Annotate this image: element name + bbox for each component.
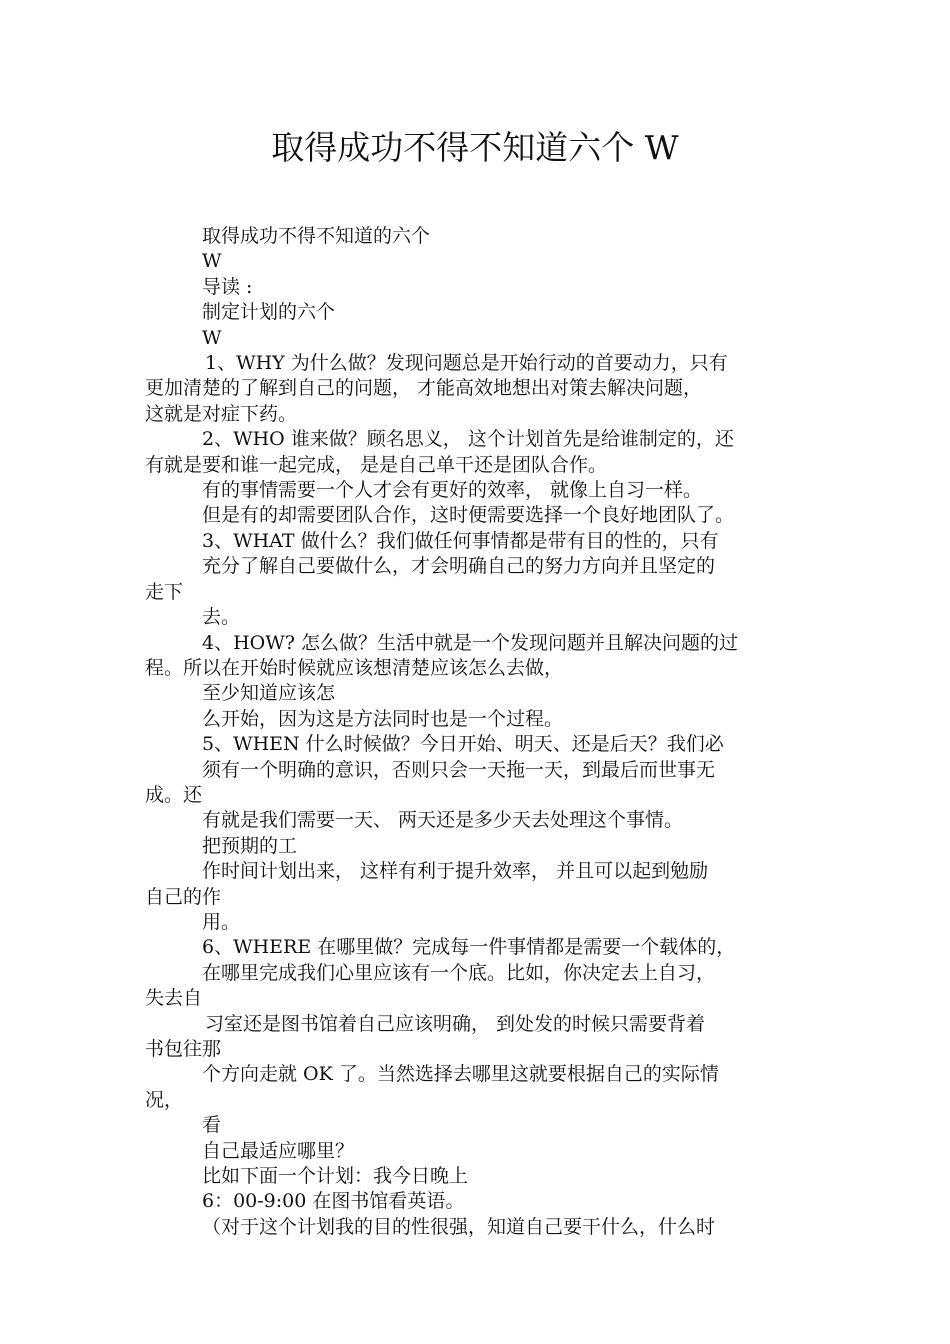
text-line: 1、WHY 为什么做？发现问题总是开始行动的首要动力，只有: [205, 352, 728, 375]
text-line: 程。所以在开始时候就应该想清楚应该怎么去做，: [145, 656, 564, 679]
text-line: 书包往那: [145, 1038, 222, 1060]
text-line: 6：00-9:00 在图书馆看英语。: [202, 1190, 465, 1213]
text-line: 个方向走就 OK 了。当然选择去哪里这就要根据自己的实际情: [202, 1063, 719, 1086]
text-line: 自己最适应哪里？: [202, 1139, 355, 1162]
text-line: 但是有的却需要团队合作，这时便需要选择一个良好地团队了。: [202, 504, 735, 527]
text-line: 么开始，因为这是方法同时也是一个过程。: [202, 707, 564, 730]
text-line: 有就是要和谁一起完成， 是是自己单干还是团队合作。: [145, 453, 608, 476]
text-line: 用。: [202, 910, 241, 933]
text-line: 2、WHO 谁来做？顾名思义， 这个计划首先是给谁制定的，还: [202, 428, 734, 451]
text-line: 有的事情需要一个人才会有更好的效率， 就像上自习一样。: [202, 479, 703, 502]
text-line: 6、WHERE 在哪里做？完成每一件事情都是需要一个载体的，: [202, 936, 736, 959]
text-line: 须有一个明确的意识，否则只会一天拖一天，到最后而世事无: [202, 758, 716, 781]
text-line: 更加清楚的了解到自己的问题， 才能高效地想出对策去解决问题，: [145, 377, 703, 400]
document-body: [145, 224, 817, 1240]
text-line: 4、HOW? 怎么做？生活中就是一个发现问题并且解决问题的过: [202, 631, 738, 654]
text-line: 取得成功不得不知道的六个: [202, 225, 431, 247]
text-line: 成。还: [145, 783, 203, 806]
text-line: 5、WHEN 什么时候做？今日开始、明天、还是后天？我们必: [202, 733, 724, 756]
text-line: 导读 :: [202, 275, 253, 298]
text-line: 比如下面一个计划：我今日晚上: [202, 1165, 469, 1188]
text-line: 这就是对症下药。: [145, 402, 298, 425]
document-title: 取得成功不得不知道六个 W: [271, 128, 679, 167]
text-line: 习室还是图书馆着自己应该明确， 到处发的时候只需要背着: [205, 1012, 706, 1035]
text-line: 况，: [145, 1088, 184, 1111]
text-line: 失去自: [145, 987, 203, 1010]
text-line: 去。: [202, 606, 241, 629]
text-line: 自己的作: [145, 885, 222, 908]
text-line: 在哪里完成我们心里应该有一个底。比如，你决定去上自习，: [202, 961, 716, 984]
text-line: W: [202, 250, 222, 273]
text-line: 把预期的工: [202, 834, 298, 857]
text-line: 看: [202, 1114, 222, 1137]
text-line: 至少知道应该怎: [202, 682, 336, 705]
text-line: 走下: [145, 580, 184, 603]
text-line: 3、WHAT 做什么？我们做任何事情都是带有目的性的，只有: [202, 529, 719, 552]
text-line: （对于这个计划我的目的性很强，知道自己要干什么，什么时: [202, 1215, 716, 1238]
text-line: 作时间计划出来， 这样有利于提升效率， 并且可以起到勉励: [202, 860, 709, 883]
text-line: 制定计划的六个: [202, 301, 336, 324]
text-line: 充分了解自己要做什么，才会明确自己的努力方向并且坚定的: [202, 555, 716, 578]
text-line: W: [202, 326, 222, 349]
text-line: 有就是我们需要一天、 两天还是多少天去处理这个事情。: [202, 809, 684, 832]
